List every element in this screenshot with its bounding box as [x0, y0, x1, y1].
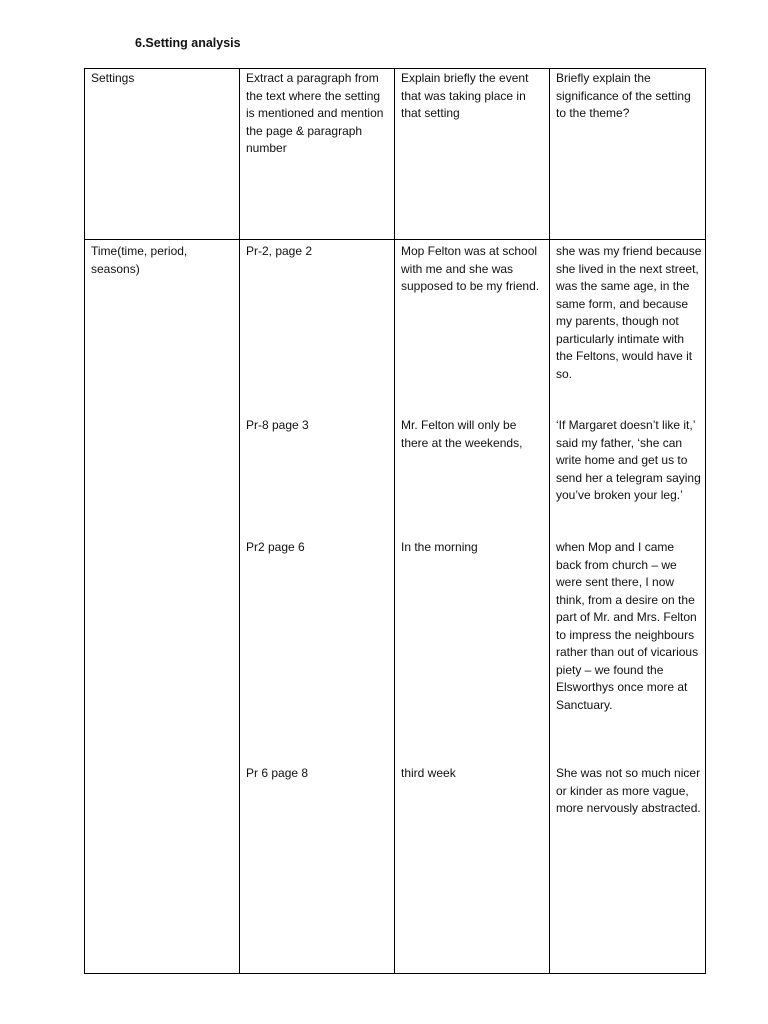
- setting-label: Time(time, period, seasons): [91, 244, 188, 276]
- entry-reference: Pr 6 page 8: [246, 766, 309, 780]
- header-extract: Extract a paragraph from the text where the setting is mentioned and mention the page & paragraph number: [246, 71, 384, 155]
- column-divider: [549, 69, 550, 973]
- header-settings: Settings: [91, 71, 135, 85]
- section-heading: 6.Setting analysis: [135, 36, 241, 50]
- entry-significance: ‘If Margaret doesn’t like it,’ said my father, ‘she can write home and get us to send her a telegram saying you’ve broken your leg.’: [556, 418, 701, 502]
- entry-event: Mop Felton was at school with me and she was supposed to be my friend.: [401, 244, 540, 293]
- setting-analysis-table: [84, 68, 706, 974]
- header-significance: Briefly explain the significance of the setting to the theme?: [556, 71, 691, 120]
- entry-significance: when Mop and I came back from church – we were sent there, I now think, from a desire on the part of Mr. and Mrs. Felton to impress the neighbours rather than out of vicarious piety – we found the Elsworthys once more at Sanctuary.: [556, 540, 699, 712]
- header-row-divider: [85, 239, 705, 240]
- column-divider: [239, 69, 240, 973]
- header-event: Explain briefly the event that was taking place in that setting: [401, 71, 529, 120]
- entry-significance: She was not so much nicer or kinder as more vague, more nervously abstracted.: [556, 766, 701, 815]
- entry-event: third week: [401, 766, 456, 780]
- entry-event: Mr. Felton will only be there at the weekends,: [401, 418, 523, 450]
- entry-event: In the morning: [401, 540, 478, 554]
- entry-significance: she was my friend because she lived in the next street, was the same age, in the same form, and because my parents, though not particularly intimate with the Feltons, would have it so.: [556, 244, 702, 381]
- entry-reference: Pr-2, page 2: [246, 244, 313, 258]
- column-divider: [394, 69, 395, 973]
- entry-reference: Pr2 page 6: [246, 540, 305, 554]
- entry-reference: Pr-8 page 3: [246, 418, 309, 432]
